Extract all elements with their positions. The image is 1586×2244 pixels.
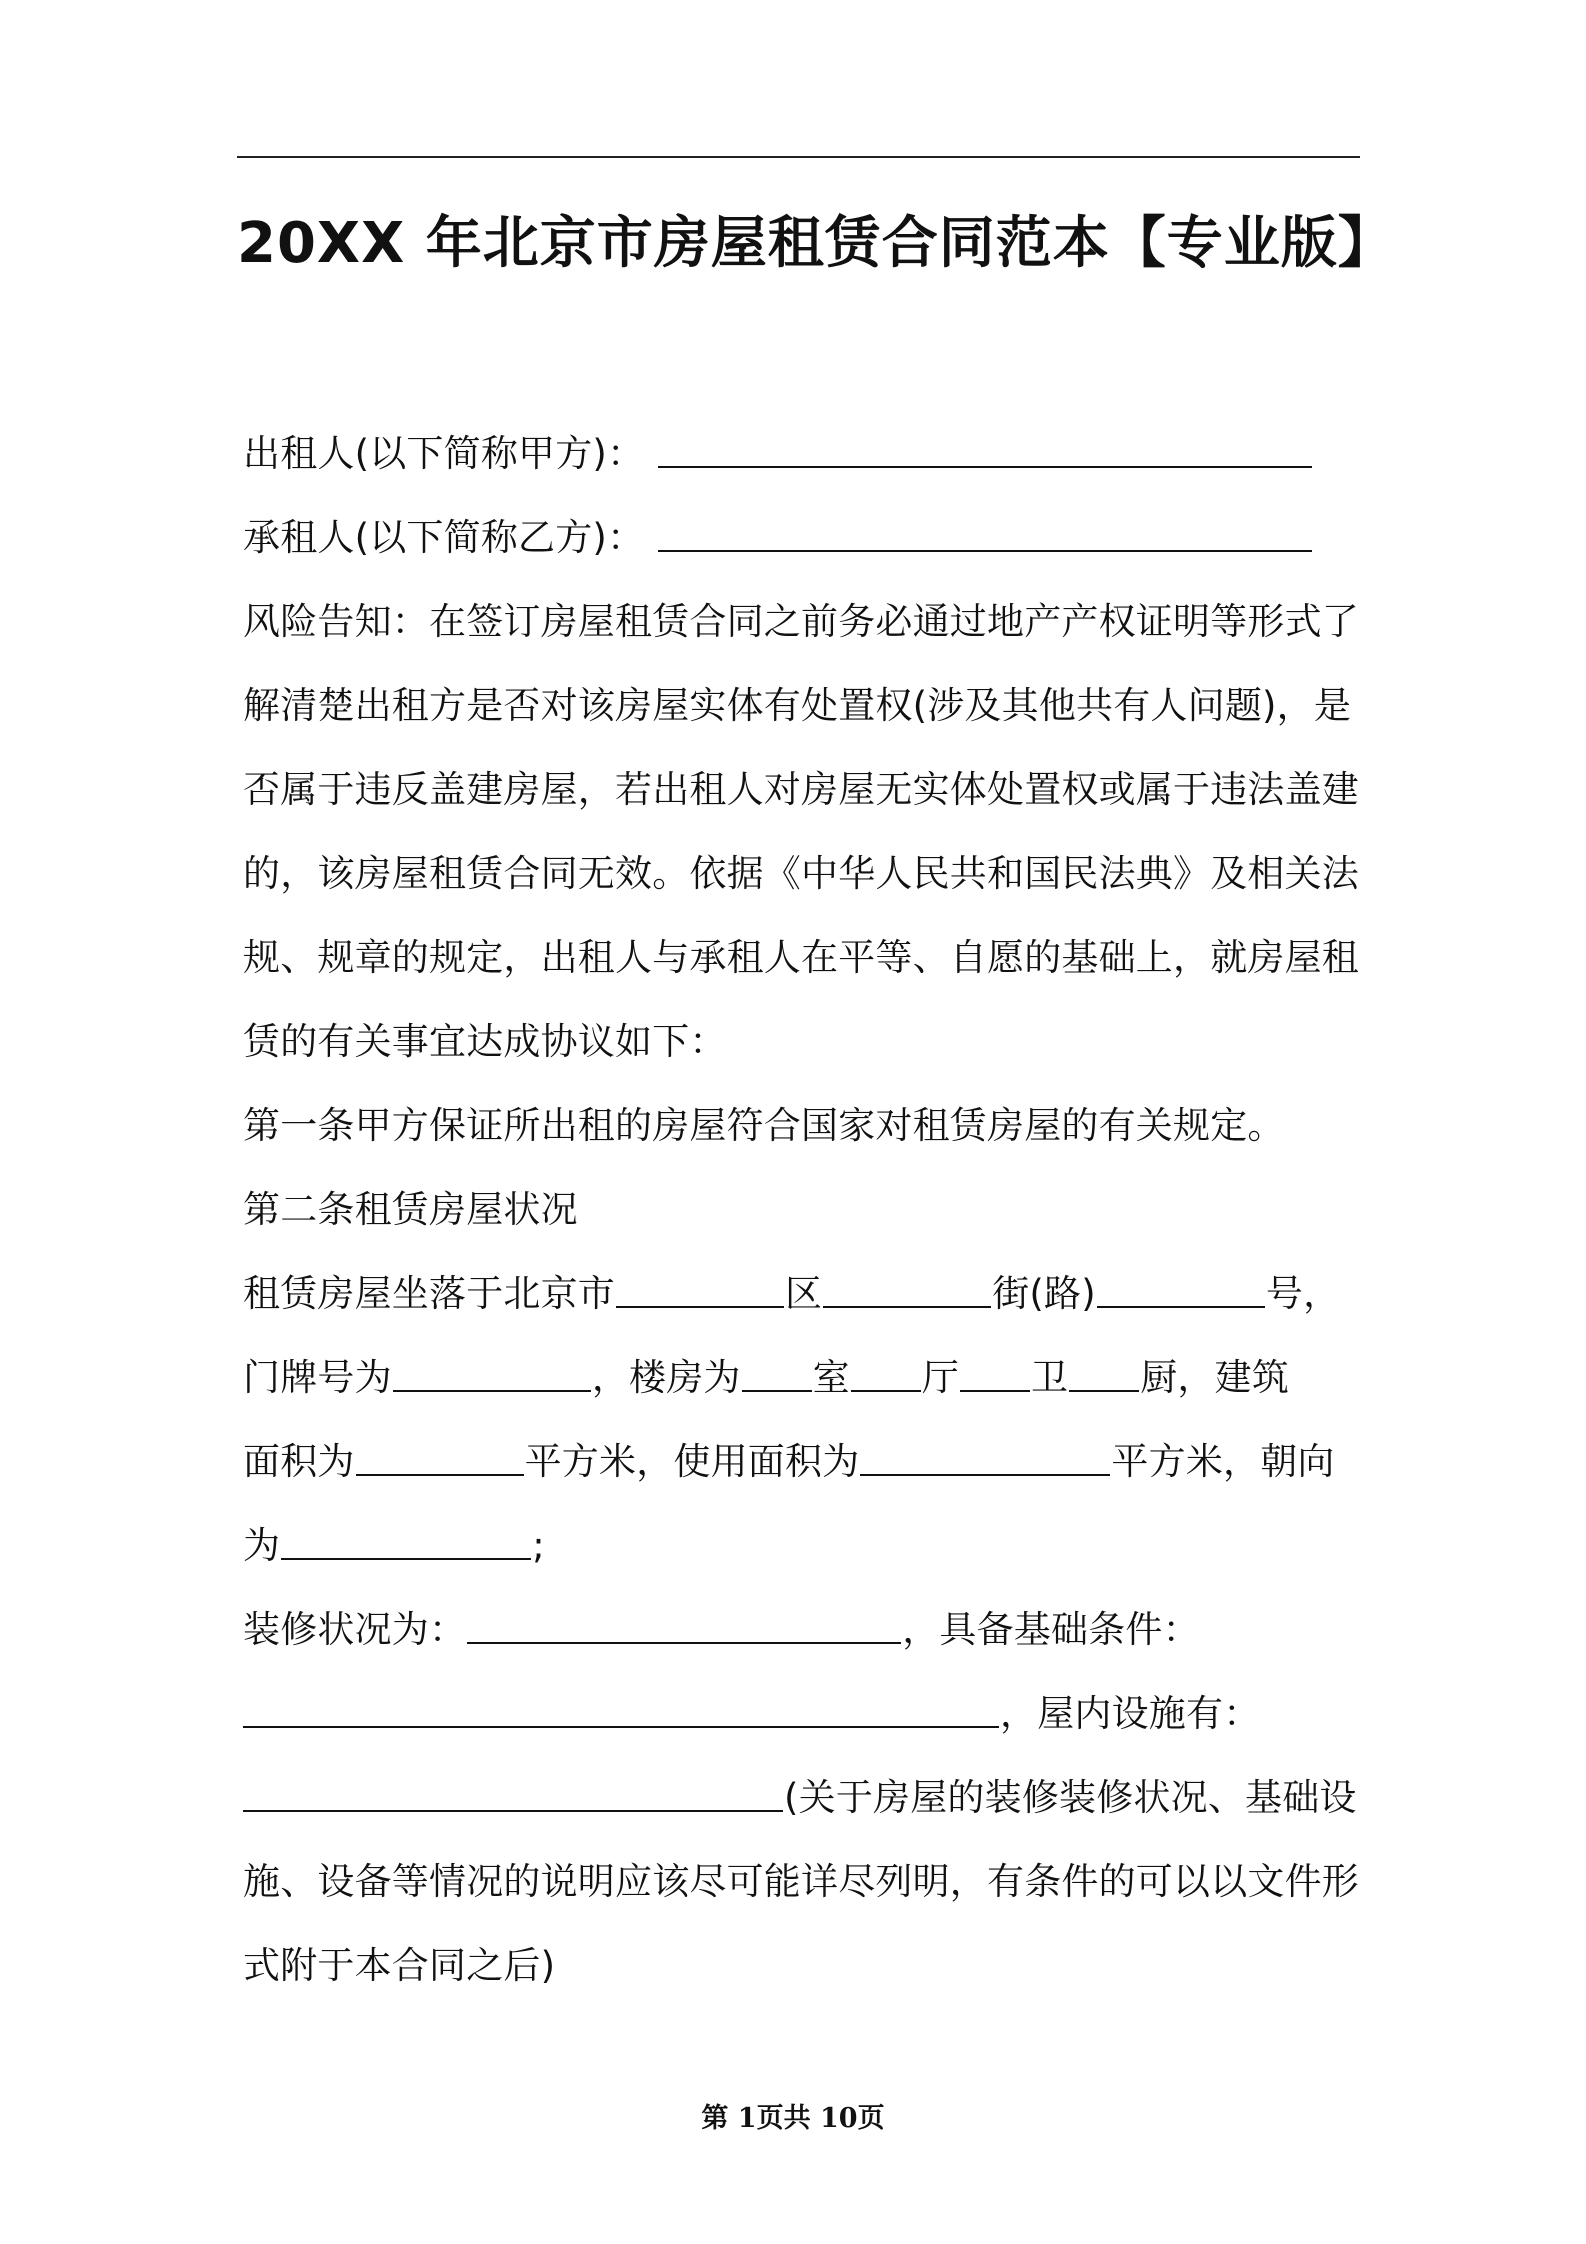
decoration-prefix: 装修状况为： [243, 1608, 467, 1651]
decoration-suffix: ，具备基础条件： [902, 1608, 1200, 1651]
risk-line: 否属于违反盖建房屋，若出租人对房屋无实体处置权或属于违法盖建 [243, 768, 1359, 811]
room-label: 室 [812, 1356, 850, 1399]
document-title: 20XX 年北京市房屋租赁合同范本【专业版】 [237, 211, 1395, 276]
lessee-label: 承租人(以下简称乙方)： [243, 516, 645, 559]
orientation-label: 平方米，朝向 [1111, 1440, 1335, 1483]
usable-area-label: 平方米，使用面积为 [524, 1440, 860, 1483]
facilities-line [243, 1672, 1360, 1756]
location-line [243, 1252, 1360, 1336]
location-blank [616, 1276, 784, 1308]
district-label: 区 [785, 1272, 823, 1315]
usable-area-blank [860, 1444, 1110, 1476]
article-2-heading: 第二条租赁房屋状况 [243, 1188, 578, 1231]
building-label: ，楼房为 [591, 1356, 741, 1399]
orientation-suffix: ; [532, 1524, 545, 1567]
kitchen-label: 厨，建筑 [1140, 1356, 1290, 1399]
decoration-line [243, 1588, 1360, 1672]
unit-prefix: 门牌号为 [243, 1356, 392, 1399]
lessee-line [243, 496, 1360, 580]
risk-line: 的，该房屋租赁合同无效。依据《中华人民共和国民法典》及相关法 [243, 852, 1359, 895]
unit-line [243, 1336, 1360, 1420]
lessor-line [243, 412, 1360, 496]
note-start: (关于房屋的装修装修状况、基础设 [784, 1776, 1357, 1819]
area-prefix: 面积为 [243, 1440, 355, 1483]
note-line: 施、设备等情况的说明应该尽可能详尽列明，有条件的可以以文件形 [243, 1860, 1359, 1903]
base-conditions-blank [243, 1696, 999, 1728]
unit-number-blank [393, 1360, 591, 1392]
orientation-line [243, 1504, 1360, 1588]
page-footer: 第 1页共 10页 [701, 2103, 885, 2134]
header-rule [237, 156, 1360, 158]
street-label: 街(路) [992, 1272, 1096, 1315]
lessor-label: 出租人(以下简称甲方)： [243, 432, 645, 475]
orientation-prefix: 为 [243, 1524, 281, 1567]
hall-blank [851, 1360, 921, 1392]
district-blank [823, 1276, 991, 1308]
building-area-blank [356, 1444, 524, 1476]
room-blank [742, 1360, 812, 1392]
lessor-blank [658, 436, 1312, 468]
article-1: 第一条甲方保证所出租的房屋符合国家对租赁房屋的有关规定。 [243, 1104, 1285, 1147]
orientation-blank [281, 1528, 531, 1560]
risk-line: 规、规章的规定，出租人与承租人在平等、自愿的基础上，就房屋租 [243, 936, 1359, 979]
risk-line: 赁的有关事宜达成协议如下： [243, 1020, 727, 1063]
hall-label: 厅 [921, 1356, 960, 1399]
area-line [243, 1420, 1360, 1504]
lessee-blank [658, 520, 1312, 552]
note-line: 式附于本合同之后) [243, 1944, 556, 1987]
street-blank [1097, 1276, 1265, 1308]
kitchen-blank [1069, 1360, 1139, 1392]
risk-line: 风险告知：在签订房屋租赁合同之前务必通过地产产权证明等形式了 [243, 600, 1359, 643]
document-body [243, 412, 1360, 2008]
facilities-suffix: ，屋内设施有： [1000, 1692, 1261, 1735]
location-prefix: 租赁房屋坐落于北京市 [243, 1272, 615, 1315]
facilities-blank [243, 1780, 783, 1812]
bath-blank [960, 1360, 1030, 1392]
number-label: 号， [1265, 1272, 1341, 1315]
bath-label: 卫 [1031, 1356, 1069, 1399]
risk-line: 解清楚出租方是否对该房屋实体有处置权(涉及其他共有人问题)，是 [243, 684, 1352, 727]
note-line [243, 1756, 1360, 1840]
decoration-blank [467, 1612, 901, 1644]
